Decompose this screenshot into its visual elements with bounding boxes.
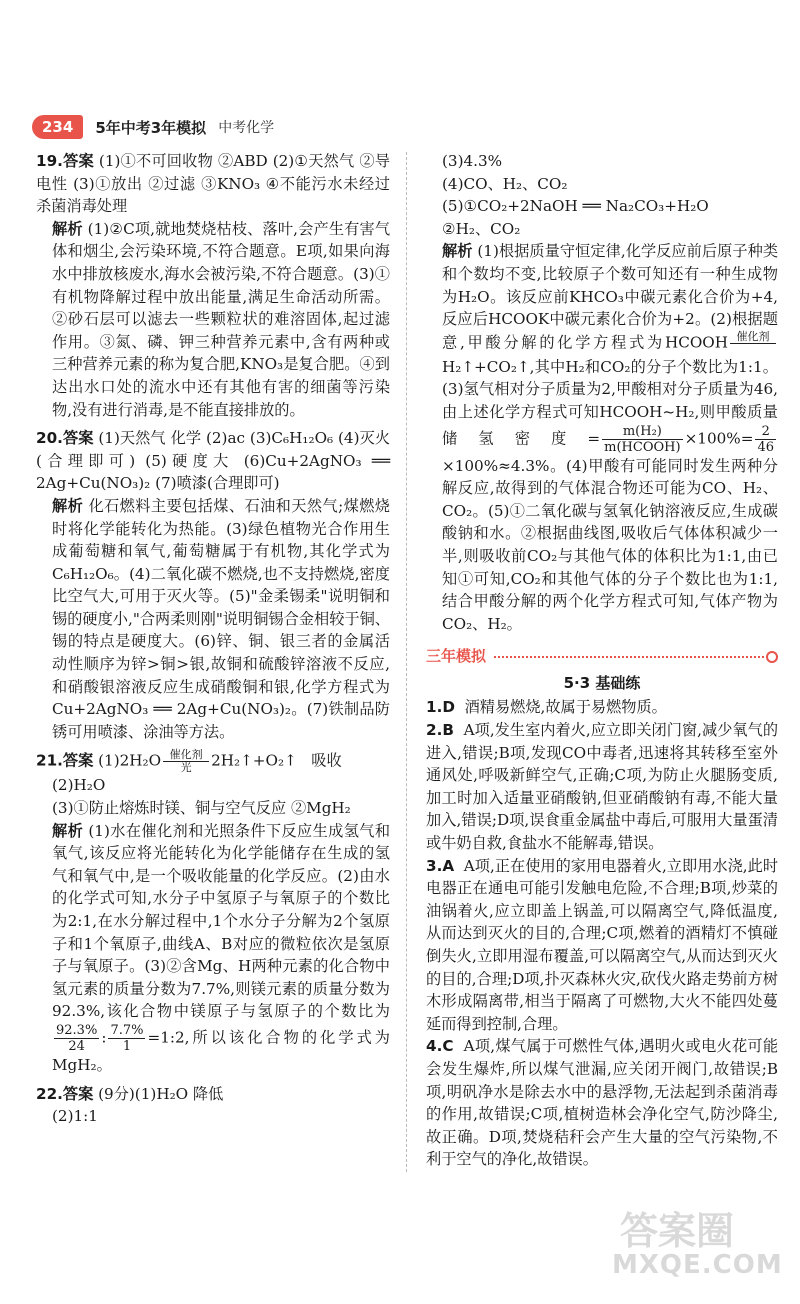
q22-explanation: 解析 (1)根据质量守恒定律,化学反应前后原子种类和个数均不变,比较原子个数可知还有一种生成物为H₂O。该反应前KHCO₃中碳元素化合价为+4,反应后HCOOK中碳元素化合价为+2。(2)根据题意,甲酸分解的化学方程式为HCOOH 催化剂 H₂↑+CO₂↑,其中H₂和CO₂的分子个数比为1:1。(3)氢气相对分子质量为2,甲酸相对分子质量为46,由上述化学方程式可知HCOOH~H₂,则甲酸质量储氢密度= $\frac{\text{m(H₂)}}{\text{m(HCOOH)}}$ ×100%= $\frac{2}{46}$ ×100%≈4.3%。(4)甲酸有可能同时发生两种分解反应,故得到的气体混合物还可能为CO、H₂、CO₂。(5)①二氧化碳与氢氧化钠溶液反应,生成碳酸钠和水。②根据曲线图,吸收后气体体积减少一半,则吸收前CO₂与其他气体的体积比为1:1,由已知①可知,CO₂和其他气体的分子个数比也为1:1,结合甲酸分解的两个化学方程式可知,气体产物为CO₂、H₂。 [442,242,779,633]
mc-q4: 4.C A项,煤气属于可燃性气体,遇明火或电火花可能会发生爆炸,所以煤气泄漏,应关闭开阀门,故错误;B项,明矾净水是除去水中的悬浮物,无法起到杀菌消毒的作用,故错误;C项,植树造林会净化空气,防沙降尘,故正确。D项,焚烧秸秆会产生大量的空气污染物,不利于空气的净化,故错误。 [426,1037,779,1169]
q21-line2: (2)H₂O [52,776,106,795]
q21-answer: 21.答案 (1)2H₂O 催化剂 光 2H₂↑+O₂↑ 吸收 [36,748,342,775]
column-divider [406,152,407,1172]
left-column [36,150,390,1128]
catalyst-arrow-2: 催化剂 [730,331,776,356]
subject-label: 中考化学 [218,120,275,136]
section-title: 三年模拟 [426,647,487,666]
q22-line6: ②H₂、CO₂ [442,219,521,238]
q20-explanation: 解析 化石燃料主要包括煤、石油和天然气;煤燃烧时将化学能转化为热能。(3)绿色植物光合作用生成葡萄糖和氧气,葡萄糖属于有机物,其化学式为C₆H₁₂O₆。(4)二氧化碳不燃烧,也不支持燃烧,密度比空气大,可用于灭火等。(5)"金柔锡柔"说明铜和锡的硬度小,"合两柔则刚"说明铜锡合金相较于铜、锡的特点是硬度大。(6)锌、铜、银三者的金属活动性顺序为锌>铜>银,故铜和硫酸锌溶液不反应,和硝酸银溶液反应生成硝酸铜和银,化学方程式为Cu+2AgNO₃ ══ 2Ag+Cu(NO₃)₂。(7)铁制品防锈可用喷漆、涂油等方法。 [52,496,390,741]
book-title: 5年中考3年模拟 [95,118,207,137]
q21-line3: (3)①防止熔炼时镁、铜与空气反应 ②MgH₂ [52,799,351,818]
right-column [426,150,778,1171]
section-rule [494,656,764,658]
page-number: 234 [32,115,83,139]
circle-icon [766,651,778,663]
mc-q1: 1.D 酒精易燃烧,故属于易燃物质。 [426,698,667,717]
q19-explanation: 解析 (1)②C项,就地焚烧枯枝、落叶,会产生有害气体和烟尘,会污染环境,不符合题意。E项,如果向海水中排放核废水,海水会被污染,不符合题意。(3)①有机物降解过程中放出能量,满足生命活动所需。②砂石层可以滤去一些颗粒状的难溶固体,起过滤作用。③氮、磷、钾三种营养元素中,含有两种或三种营养元素的称为复合肥,KNO₃是复合肥。④到达出水口处的流水中还有其他有害的细菌等污染物,没有进行消毒,是不能直接排放的。 [52,219,391,419]
watermark-url: MXQE.COM [612,1250,783,1280]
q20-answer: 20.答案 (1)天然气 化学 (2)ac (3)C₆H₁₂O₆ (4)灭火(合理即可) (5)硬度大 (6)Cu+2AgNO₃ ══ 2Ag+Cu(NO₃)₂ (7)喷漆(合理即可) [36,429,391,493]
watermark-logo: 答案圈 [620,1209,735,1253]
subsection-title: 5·3 基础练 [563,673,641,692]
q22-line2: (2)1:1 [52,1107,98,1126]
mc-q3: 3.A A项,正在使用的家用电器着火,立即用水浇,此时电器正在通电可能引发触电危险,不合理;B项,炒菜的油锅着火,应立即盖上锅盖,可以隔离空气,降低温度,从而达到灭火的目的,合理;C项,燃着的酒精灯不慎碰倒失火,立即用湿布覆盖,可以隔离空气,从而达到灭火的目的,合理;D项,扑灭森林火灾,砍伐火路走势前方树木形成隔离带,相当于隔离了可燃物,大火不能四处蔓延而得到控制,合理。 [426,856,779,1033]
q19-answer: 19.答案 (1)①不可回收物 ②ABD (2)①天然气 ②导电性 (3)①放出 ②过滤 ③KNO₃ ④不能污水未经过杀菌消毒处理 [36,152,391,216]
q22-line5: (5)①CO₂+2NaOH ══ Na₂CO₃+H₂O [442,197,709,216]
mc-q2: 2.B A项,发生室内着火,应立即关闭门窗,减少氧气的进入,错误;B项,发现CO中毒者,迅速将其转移至室外通风处,呼吸新鲜空气,正确;C项,为防止火腿肠变质,加工时加入适量亚硝酸钠,但亚硝酸钠有毒,不能大量加入,错误;D项,误食重金属盐中毒后,可服用大量蛋清或牛奶自救,食盐水不能解毒,错误。 [426,721,779,853]
q22-line4: (4)CO、H₂、CO₂ [442,174,568,193]
fraction-mass: $\frac{\text{m(H₂)}}{\text{m(HCOOH)}}$ [604,423,681,455]
q22-answer: 22.答案 (9分)(1)H₂O 降低 [36,1084,224,1103]
fraction-mg: $\frac{92.3\%}{24}$ [56,1022,98,1054]
catalyst-arrow: 催化剂 光 [163,749,209,774]
q22-line3: (3)4.3% [442,152,503,170]
q21-explanation: 解析 (1)水在催化剂和光照条件下反应生成氢气和氧气,该反应将光能转化为化学能储存在生成的氢气和氧气中,是一个吸收能量的化学反应。(2)由水的化学式可知,水分子中氢原子与氧原子的个数比为2:1,在水分解过程中,1个水分子分解为2个氢原子和1个氧原子,曲线A、B对应的微粒依次是氢原子与氧原子。(3)②含Mg、H两种元素的化合物中氢元素的质量分数为7.7%,则镁元素的质量分数为92.3%,该化合物中镁原子与氢原子的个数比为 $\frac{92.3\%}{24}$ : $\frac{7.7\%}{1}$ =1:2,所以该化合物的化学式为MgH₂。 [52,821,391,1074]
fraction-2-46: $\frac{2}{46}$ [757,423,774,455]
fraction-h: $\frac{7.7\%}{1}$ [110,1022,144,1054]
section-header [426,645,778,668]
page-header [32,112,274,142]
